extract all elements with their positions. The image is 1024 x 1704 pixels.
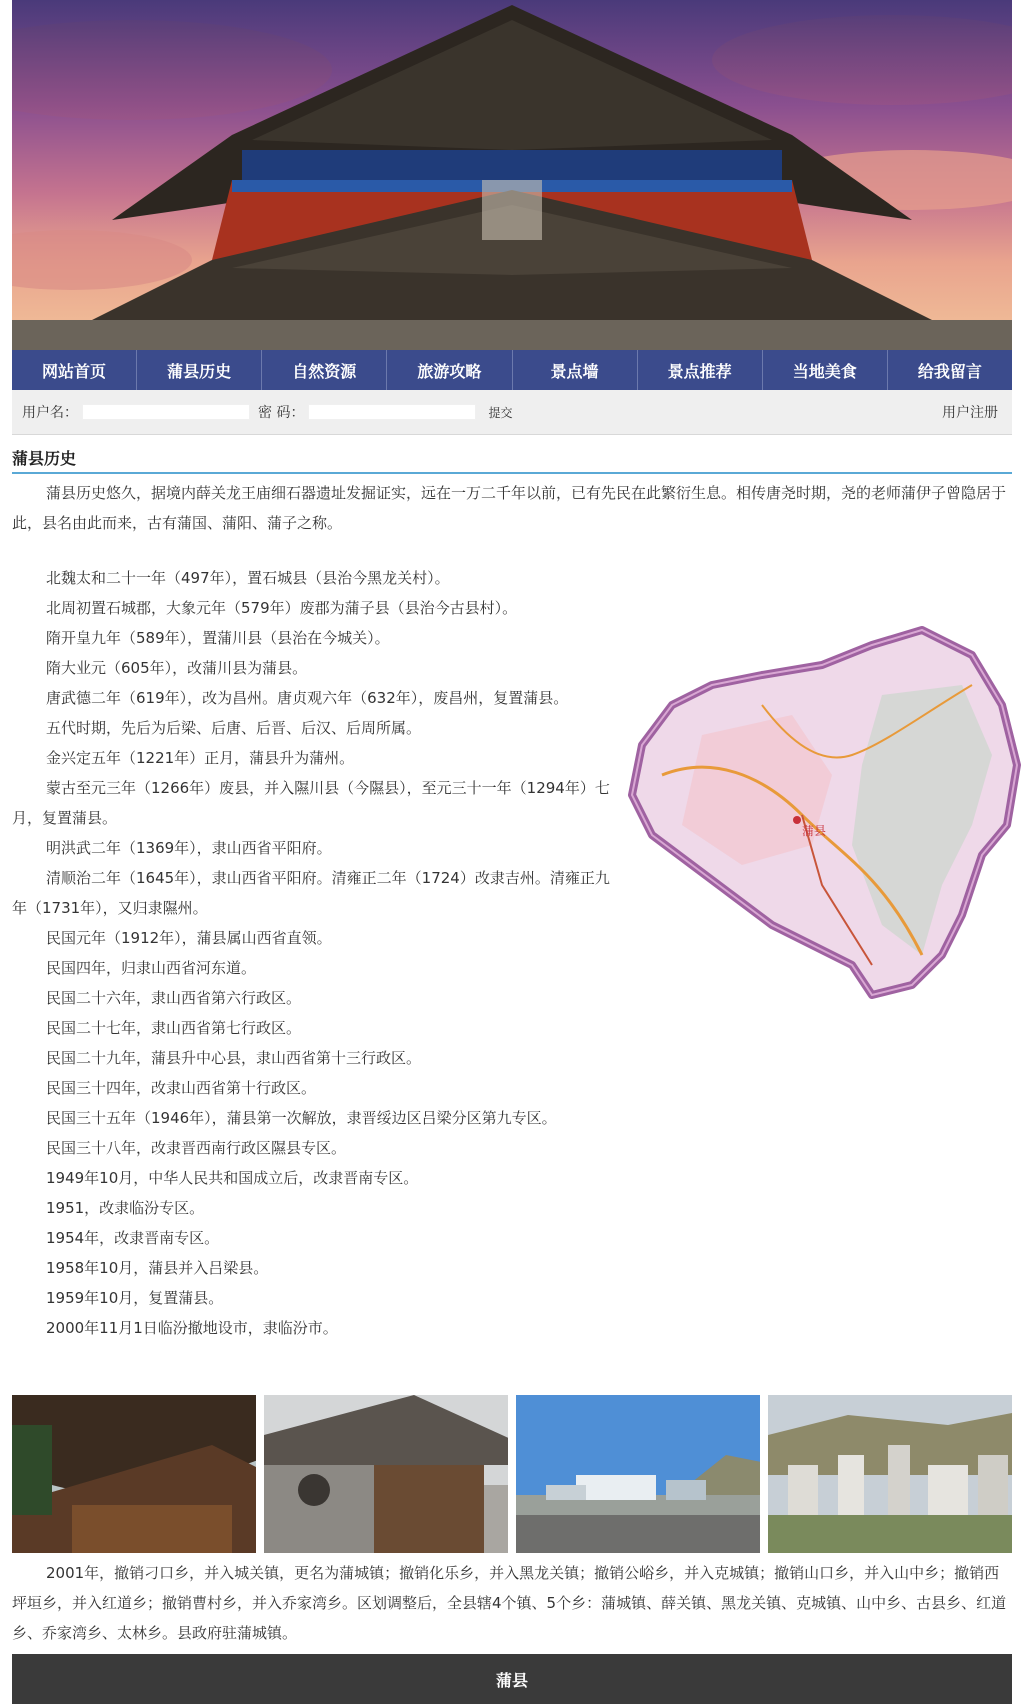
county-map [622, 625, 1022, 1000]
history-entry: 1958年10月，蒲县并入吕梁县。 [46, 1259, 269, 1277]
nav-recommended-spots[interactable]: 景点推荐 [638, 350, 763, 390]
history-entry: 民国二十六年，隶山西省第六行政区。 [46, 989, 302, 1007]
pagoda-illustration [12, 0, 1012, 350]
register-link[interactable]: 用户注册 [942, 405, 998, 421]
closing-paragraph: 2001年，撤销刁口乡，并入城关镇，更名为蒲城镇；撤销化乐乡，并入黑龙关镇；撤销公峪乡，并入克城镇；撤销山口乡，并入山中乡；撤销西坪垣乡，并入红道乡；撤销曹村乡，并入乔家湾乡。区划调整后，全县辖4个镇、5个乡：蒲城镇、薛关镇、黑龙关镇、克城镇、山中乡、古县乡、红道乡、乔家湾乡、太林乡。县政府驻蒲城镇。 [12, 1564, 1007, 1642]
history-entry: 北魏太和二十一年（497年），置石城县（县治今黑龙关村）。 [46, 569, 450, 587]
history-entry: 明洪武二年（1369年），隶山西省平阳府。 [46, 839, 332, 857]
nav-scenic-wall[interactable]: 景点墙 [513, 350, 638, 390]
history-entry: 2000年11月1日临汾撤地设市，隶临汾市。 [46, 1319, 338, 1337]
photo-town-road [516, 1395, 760, 1553]
history-entry: 民国二十七年，隶山西省第七行政区。 [46, 1019, 302, 1037]
history-entry: 隋开皇九年（589年），置蒲川县（县治在今城关）。 [46, 629, 390, 647]
nav-home[interactable]: 网站首页 [12, 350, 137, 390]
map-illustration [622, 625, 1022, 1000]
photo-county-town [768, 1395, 1012, 1553]
map-county-label: 蒲县 [802, 824, 827, 838]
history-entry: 金兴定五年（1221年）正月，蒲县升为蒲州。 [46, 749, 355, 767]
username-label: 用户名： [22, 405, 78, 421]
nav-travel-guide[interactable]: 旅游攻略 [387, 350, 512, 390]
intro-paragraph: 蒲县历史悠久，据境内薛关龙王庙细石器遗址发掘证实，远在一万二千年以前，已有先民在此繁衍生息。相传唐尧时期，尧的老师蒲伊子曾隐居于此，县名由此而来，古有蒲国、蒲阳、蒲子之称。 [12, 484, 1007, 532]
nav-local-food[interactable]: 当地美食 [763, 350, 888, 390]
history-list [12, 563, 612, 1343]
history-entry: 民国三十五年（1946年），蒲县第一次解放，隶晋绥边区吕梁分区第九专区。 [46, 1109, 557, 1127]
history-entry: 蒙古至元三年（1266年）废县，并入隰川县（今隰县），至元三十一年（1294年）七月，复置蒲县。 [12, 779, 610, 827]
nav-leave-message[interactable]: 给我留言 [917, 361, 982, 381]
nav-natural-resources[interactable]: 自然资源 [262, 350, 387, 390]
history-entry: 隋大业元（605年），改蒲川县为蒲县。 [46, 659, 308, 677]
submit-button[interactable]: 提交 [488, 405, 513, 420]
history-entry: 民国二十九年，蒲县升中心县，隶山西省第十三行政区。 [46, 1049, 422, 1067]
photo-old-courtyard [264, 1395, 508, 1553]
photo-strip [12, 1395, 1012, 1553]
password-input[interactable] [308, 404, 476, 420]
history-entry: 1954年，改隶晋南专区。 [46, 1229, 220, 1247]
history-entry: 1959年10月，复置蒲县。 [46, 1289, 224, 1307]
photo-temple-eaves [12, 1395, 256, 1553]
section-title: 蒲县历史 [12, 444, 1012, 474]
history-entry: 唐武德二年（619年），改为昌州。唐贞观六年（632年），废昌州，复置蒲县。 [46, 689, 569, 707]
password-label: 密 码： [258, 405, 305, 421]
history-entry: 民国三十四年，改隶山西省第十行政区。 [46, 1079, 317, 1097]
history-entry: 1951，改隶临汾专区。 [46, 1199, 205, 1217]
history-entry: 民国元年（1912年），蒲县属山西省直领。 [46, 929, 332, 947]
main-nav [12, 350, 1012, 390]
username-input[interactable] [82, 404, 250, 420]
history-entry: 民国四年，归隶山西省河东道。 [46, 959, 257, 977]
history-entry: 民国三十八年，改隶晋西南行政区隰县专区。 [46, 1139, 347, 1157]
footer: 蒲县 [12, 1654, 1012, 1704]
hero-banner [12, 0, 1012, 350]
history-entry: 五代时期，先后为后梁、后唐、后晋、后汉、后周所属。 [46, 719, 422, 737]
history-entry: 北周初置石城郡，大象元年（579年）废郡为蒲子县（县治今古县村）。 [46, 599, 518, 617]
nav-history[interactable]: 蒲县历史 [137, 350, 262, 390]
history-entry: 清顺治二年（1645年），隶山西省平阳府。清雍正二年（1724）改隶吉州。清雍正九年（1731年），又归隶隰州。 [12, 869, 610, 917]
login-bar [12, 390, 1012, 435]
history-entry: 1949年10月，中华人民共和国成立后，改隶晋南专区。 [46, 1169, 419, 1187]
